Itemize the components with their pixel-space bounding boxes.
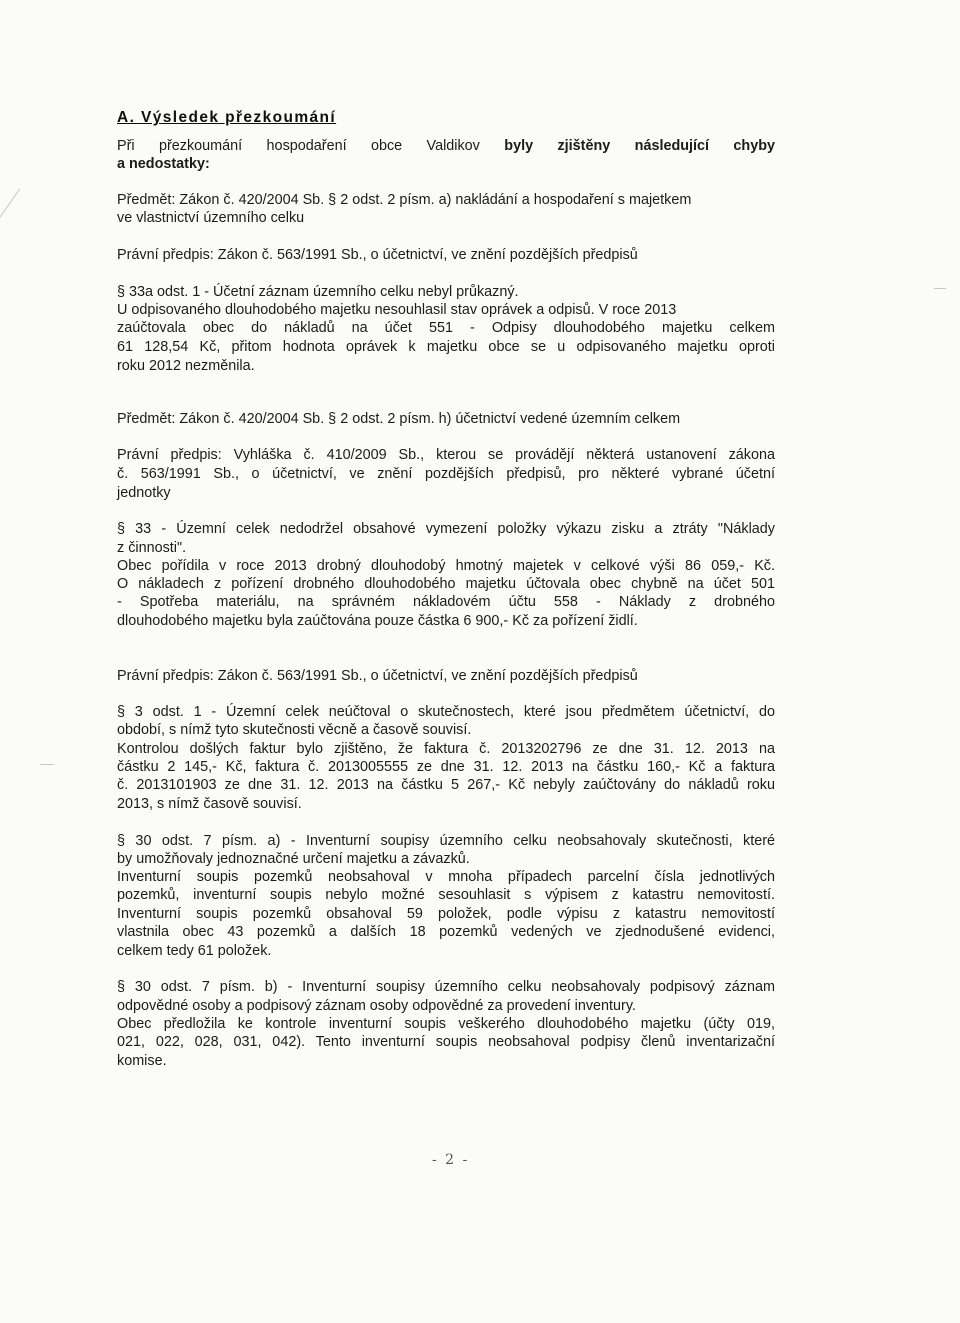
finding-line: celkem tedy 61 položek.: [117, 943, 272, 959]
finding-line: 021, 022, 028, 031, 042). Tento inventurní soupis neobsahoval podpisy členů inventarizační: [117, 1034, 775, 1050]
finding-line: pozemků, inventurní soupis nebylo možné sesouhlasit s výpisem z katastru nemovitostí.: [117, 887, 775, 903]
finding-line: částku 2 145,- Kč, faktura č. 2013005555 ze dne 31. 12. 2013 na částku 160,- Kč a faktura: [117, 759, 775, 775]
scan-mark: [934, 288, 946, 289]
finding-line: zaúčtovala obec do nákladů na účet 551 - Odpisy dlouhodobého majetku celkem: [117, 320, 775, 336]
regulation-line: Právní předpis: Zákon č. 563/1991 Sb., o účetnictví, ve znění pozdějších předpisů: [117, 247, 638, 263]
finding-line: by umožňovaly jednoznačné určení majetku a závazků.: [117, 851, 470, 867]
finding-line: § 33 - Územní celek nedodržel obsahové vymezení položky výkazu zisku a ztráty "Náklady: [117, 521, 775, 537]
finding-line: č. 2013101903 ze dne 31. 12. 2013 na částku 5 267,- Kč nebyly zaúčtovány do nákladů roku: [117, 777, 775, 793]
subject-line: Předmět: Zákon č. 420/2004 Sb. § 2 odst. 2 písm. a) nakládání a hospodaření s majetkem: [117, 192, 692, 208]
finding-line: O nákladech z pořízení drobného dlouhodobého majetku účtovala obec chybně na účet 501: [117, 576, 775, 592]
regulation-line: č. 563/1991 Sb., o účetnictví, ve znění pozdějších předpisů, pro některé vybrané účetní: [117, 466, 775, 482]
regulation-line: Právní předpis: Vyhláška č. 410/2009 Sb., kterou se provádějí některá ustanovení zákona: [117, 447, 775, 463]
finding-line: dlouhodobého majetku byla zaúčtována pouze částka 6 900,- Kč za pořízení židlí.: [117, 613, 638, 629]
finding-line: § 30 odst. 7 písm. a) - Inventurní soupisy územního celku neobsahovaly skutečnosti, které: [117, 833, 775, 849]
finding-line: Inventurní soupis pozemků obsahoval 59 položek, podle výpisu z katastru nemovitostí: [117, 906, 775, 922]
intro-line: [117, 137, 775, 156]
finding-line: § 3 odst. 1 - Územní celek neúčtoval o skutečnostech, které jsou předmětem účetnictví, do: [117, 704, 775, 720]
finding-line: Obec předložila ke kontrole inventurní soupis veškerého dlouhodobého majetku (účty 019,: [117, 1016, 775, 1032]
regulation-line: Právní předpis: Zákon č. 563/1991 Sb., o účetnictví, ve znění pozdějších předpisů: [117, 668, 638, 684]
intro-bold-line: a nedostatky:: [117, 156, 210, 172]
finding-line: komise.: [117, 1053, 167, 1069]
finding-line: § 30 odst. 7 písm. b) - Inventurní soupisy územního celku neobsahovaly podpisový záznam: [117, 979, 775, 995]
finding-line: 2013, s nímž časově souvisí.: [117, 796, 302, 812]
section-heading: A. Výsledek přezkoumání: [117, 109, 337, 126]
finding-line: odpovědné osoby a podpisový záznam osoby odpovědné za provedení inventury.: [117, 998, 636, 1014]
finding-line: U odpisovaného dlouhodobého majetku nesouhlasil stav oprávek a odpisů. V roce 2013: [117, 302, 677, 318]
finding-line: Kontrolou došlých faktur bylo zjištěno, že faktura č. 2013202796 ze dne 31. 12. 2013 na: [117, 741, 775, 757]
scan-mark: [40, 764, 54, 765]
intro-bold-text: byly zjištěny následující chyby: [504, 138, 776, 154]
intro-text: Při přezkoumání hospodaření obce Valdikov: [117, 138, 480, 154]
finding-line: § 33a odst. 1 - Účetní záznam územního celku nebyl průkazný.: [117, 284, 519, 300]
finding-line: Obec pořídila v roce 2013 drobný dlouhodobý hmotný majetek v celkové výši 86 059,- Kč.: [117, 558, 775, 574]
finding-line: období, s nímž tyto skutečnosti věcně a časově souvisí.: [117, 722, 472, 738]
scan-mark: [0, 188, 20, 221]
subject-line: ve vlastnictví územního celku: [117, 210, 305, 226]
finding-line: - Spotřeba materiálu, na správném nákladovém účtu 558 - Náklady z drobného: [117, 594, 775, 610]
finding-line: roku 2012 nezměnila.: [117, 358, 255, 374]
regulation-line: jednotky: [117, 485, 171, 501]
finding-line: z činnosti".: [117, 540, 187, 556]
subject-line: Předmět: Zákon č. 420/2004 Sb. § 2 odst. 2 písm. h) účetnictví vedené územním celkem: [117, 411, 681, 427]
finding-line: 61 128,54 Kč, přitom hodnota oprávek k majetku obce se u odpisovaného majetku oproti: [117, 339, 775, 355]
finding-line: Inventurní soupis pozemků neobsahoval v mnoha případech parcelní čísla jednotlivých: [117, 869, 775, 885]
page-number: - 2 -: [432, 1152, 470, 1168]
finding-line: vlastnila obec 43 pozemků a dalších 18 pozemků vedených ve zjednodušené evidenci,: [117, 924, 775, 940]
